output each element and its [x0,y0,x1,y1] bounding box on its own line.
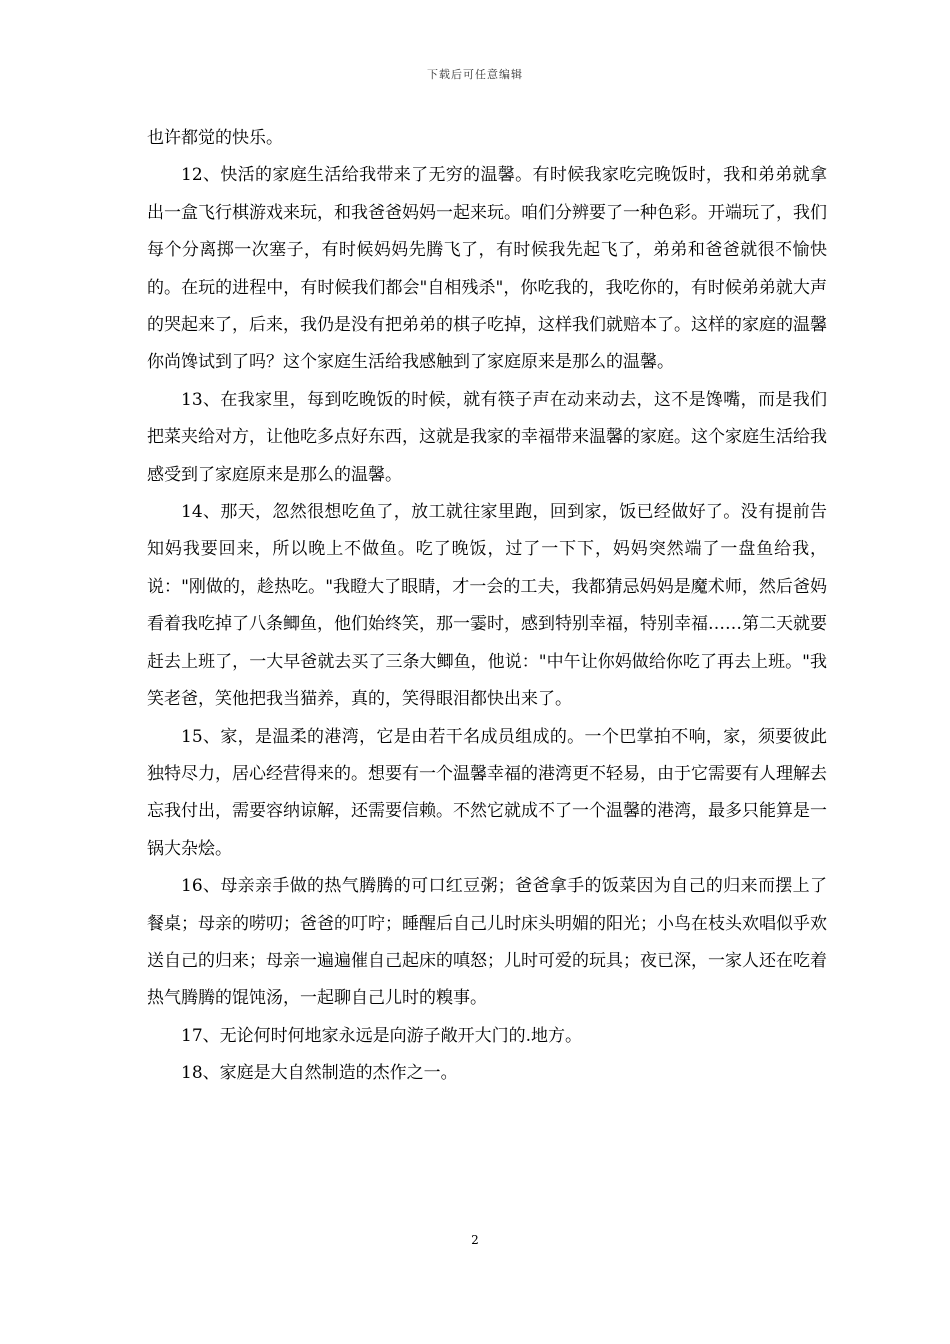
paragraph-12: 12、快活的家庭生活给我带来了无穷的温馨。有时候我家吃完晚饭时，我和弟弟就拿出一盒飞行棋游戏来玩，和我爸爸妈妈一起来玩。咱们分辨要了一种色彩。开端玩了，我们每个分离掷一次塞子，有时候妈妈先腾飞了，有时候我先起飞了，弟弟和爸爸就很不愉快的。在玩的进程中，有时候我们都会"自相残杀"，你吃我的，我吃你的，有时候弟弟就大声的哭起来了，后来，我仍是没有把弟弟的棋子吃掉，这样我们就赔本了。这样的家庭的温馨你尚馋试到了吗？这个家庭生活给我感触到了家庭原来是那么的温馨。 [147,165,827,373]
paragraph-14: 14、那天，忽然很想吃鱼了，放工就往家里跑，回到家，饭已经做好了。没有提前告知妈我要回来，所以晚上不做鱼。吃了晚饭，过了一下下，妈妈突然端了一盘鱼给我，说："刚做的，趁热吃。"我瞪大了眼睛，才一会的工夫，我都猜忌妈妈是魔术师，然后爸妈看着我吃掉了八条鲫鱼，他们始终笑，那一霎时，感到特别幸福，特别幸福……第二天就要赶去上班了，一大早爸就去买了三条大鲫鱼，他说："中午让你妈做给你吃了再去上班。"我笑老爸，笑他把我当猫养，真的，笑得眼泪都快出来了。 [147,502,827,710]
page-number: 2 [471,1233,479,1247]
paragraph-16: 16、母亲亲手做的热气腾腾的可口红豆粥；爸爸拿手的饭菜因为自己的归来而摆上了餐桌；母亲的唠叨；爸爸的叮咛；睡醒后自己儿时床头明媚的阳光；小鸟在枝头欢唱似乎欢送自己的归来；母亲一遍遍催自己起床的嗔怒；儿时可爱的玩具；夜已深，一家人还在吃着热气腾腾的馄饨汤，一起聊自己儿时的糗事。 [147,876,827,1009]
paragraph-15: 15、家，是温柔的港湾，它是由若干名成员组成的。一个巴掌拍不响，家，须要彼此独特尽力，居心经营得来的。想要有一个温馨幸福的港湾更不轻易，由于它需要有人理解去忘我付出，需要容纳谅解，还需要信赖。不然它就成不了一个温馨的港湾，最多只能算是一锅大杂烩。 [147,726,827,859]
document-body [147,120,827,1093]
page-header: 下载后可任意编辑 [427,68,523,81]
paragraph-continuation: 也许都觉的快乐。 [147,128,283,148]
paragraph-18: 18、家庭是大自然制造的杰作之一。 [181,1063,458,1084]
paragraph-13: 13、在我家里，每到吃晚饭的时候，就有筷子声在动来动去，这不是馋嘴，而是我们把菜夹给对方，让他吃多点好东西，这就是我家的幸福带来温馨的家庭。这个家庭生活给我感受到了家庭原来是那么的温馨。 [147,389,827,485]
paragraph-17: 17、无论何时何地家永远是向游子敞开大门的.地方。 [181,1025,583,1046]
